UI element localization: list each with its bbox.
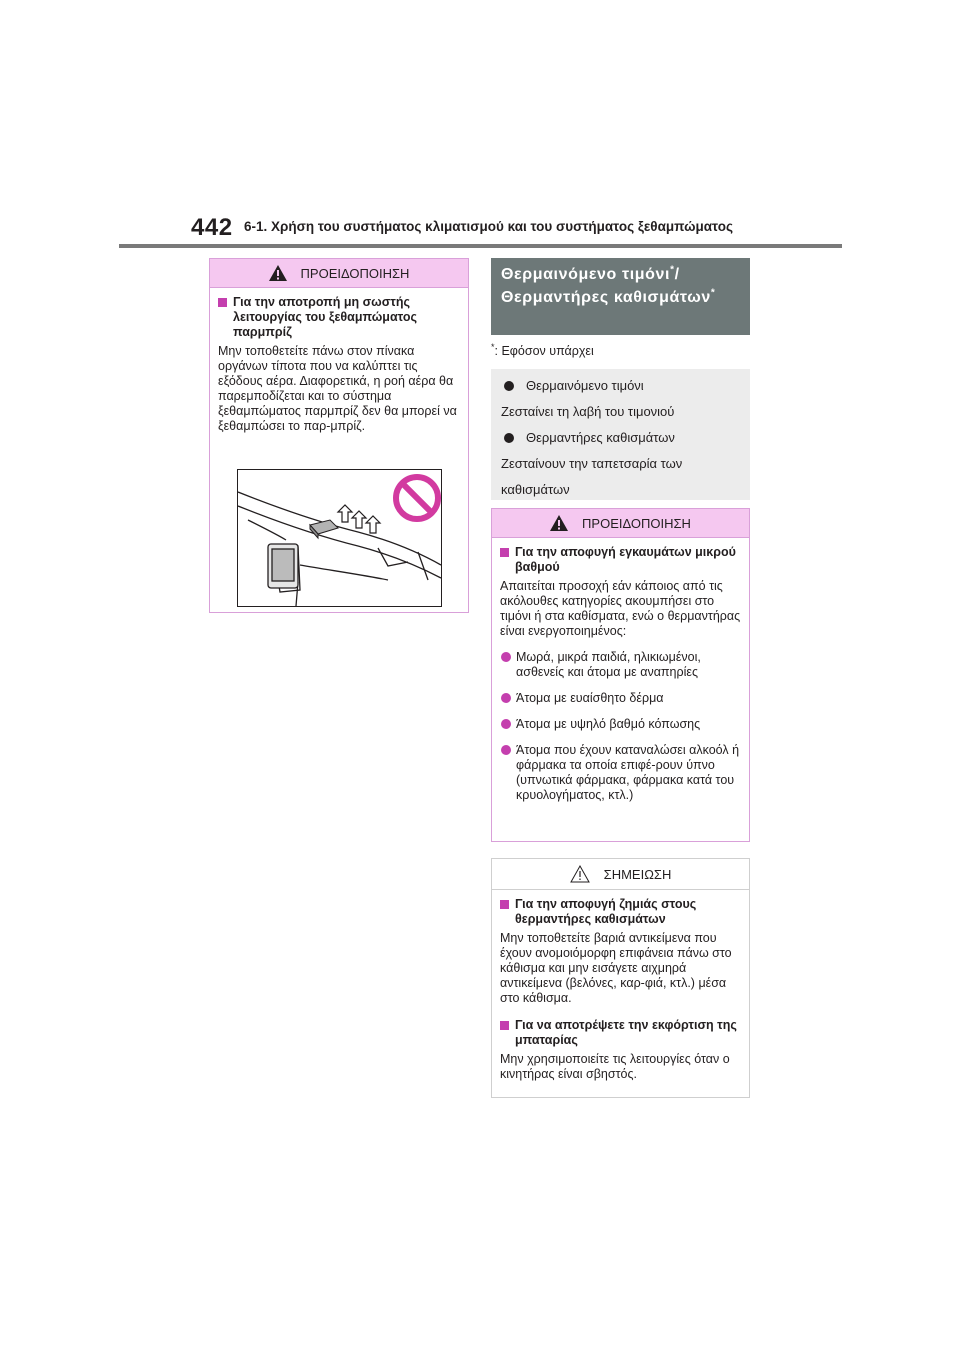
header-rule: [119, 244, 842, 248]
feature-description: Ζεσταίνουν την ταπετσαρία των καθισμάτων: [501, 456, 683, 497]
warning-icon: [269, 265, 287, 281]
left-warning-box: [209, 258, 469, 613]
dashboard-illustration: [237, 469, 442, 607]
chapter-title: 6-1. Χρήση του συστήματος κλιματισμού και του συστήματος ξεθαμπώματος: [244, 219, 733, 234]
left-warning-heading: Για την αποτροπή μη σωστής λειτουργίας του ξεθαμπώματος παρμπρίζ: [218, 295, 460, 340]
right-warning-heading: Για την αποφυγή εγκαυμάτων μικρού βαθμού: [500, 545, 741, 575]
right-warning-box: [491, 508, 750, 842]
page-number: 442: [191, 214, 233, 241]
square-bullet-icon: [500, 1021, 509, 1030]
section-heading: Θερμαινόμενο τιμόνι*/Θερμαντήρες καθισμάτων*: [491, 258, 750, 335]
list-item: Μωρά, μικρά παιδιά, ηλικιωμένοι, ασθενείς και άτομα με αναπηρίες: [500, 650, 741, 680]
list-item: Άτομα με ευαίσθητο δέρμα: [500, 691, 741, 706]
feature-label: Θερμαντήρες καθισμάτων: [501, 425, 740, 451]
square-bullet-icon: [500, 548, 509, 557]
square-bullet-icon: [218, 298, 227, 307]
list-item: Άτομα που έχουν καταναλώσει αλκοόλ ή φάρμακα τα οποία επιφέ-ρουν ύπνο (υπνωτικά φάρμακα, φάρμακα κατά του κρυολογήματος, κτλ.): [500, 743, 741, 803]
round-bullet-icon: [501, 652, 511, 662]
right-warning-title: ΠΡΟΕΙΔΟΠΟΙΗΣΗ: [582, 515, 691, 531]
features-box: [491, 369, 750, 500]
right-warning-text: Απαιτείται προσοχή εάν κάποιος από τις ακόλουθες κατηγορίες ακουμπήσει στο τιμόνι ή στα καθίσματα, ενώ ο θερμαντήρας είναι ενεργοποιημένος:: [500, 579, 741, 638]
notice-box: [491, 858, 750, 1098]
list-item: Άτομα με υψηλό βαθμό κόπωσης: [500, 717, 741, 732]
notice-header: [492, 859, 749, 890]
prohibition-icon: [396, 477, 438, 519]
footnote: *: Εφόσον υπάρχει: [491, 342, 594, 359]
left-warning-title: ΠΡΟΕΙΔΟΠΟΙΗΣΗ: [300, 265, 410, 281]
left-warning-header: [210, 259, 468, 288]
notice-text: Μην χρησιμοποιείτε τις λειτουργίες όταν ο κινητήρας είναι σβηστός.: [500, 1052, 730, 1081]
round-bullet-icon: [501, 745, 511, 755]
notice-heading: Για την αποφυγή ζημιάς στους θερμαντήρες καθισμάτων: [500, 897, 741, 927]
feature-description: Ζεσταίνει τη λαβή του τιμονιού: [501, 404, 675, 419]
square-bullet-icon: [500, 900, 509, 909]
right-warning-header: [492, 509, 749, 538]
left-warning-text: Μην τοποθετείτε πάνω στον πίνακα οργάνων τίποτα που να καλύπτει τις εξόδους αέρα. Διαφορετικά, η ροή αέρα θα παρεμποδίζεται και το σύστημα ξεθαμπώματος παρμπρίζ δεν θα μπορεί να ξεθαμπώσει το παρ-μπρίζ.: [218, 344, 457, 433]
round-bullet-icon: [501, 693, 511, 703]
round-bullet-icon: [501, 719, 511, 729]
warning-icon: [550, 515, 568, 531]
round-bullet-icon: [504, 381, 514, 391]
round-bullet-icon: [504, 433, 514, 443]
notice-title: ΣΗΜΕΙΩΣΗ: [603, 866, 672, 882]
notice-text: Μην τοποθετείτε βαριά αντικείμενα που έχουν ανομοιόμορφη επιφάνεια πάνω στο κάθισμα και μην εισάγετε αιχμηρά αντικείμενα (βελόνες, καρ-φιά, κτλ.) μέσα στο κάθισμα.: [500, 931, 732, 1005]
feature-label: Θερμαινόμενο τιμόνι: [501, 373, 740, 399]
notice-heading: Για να αποτρέψετε την εκφόρτιση της μπαταρίας: [500, 1018, 741, 1048]
caution-icon: [570, 865, 590, 883]
